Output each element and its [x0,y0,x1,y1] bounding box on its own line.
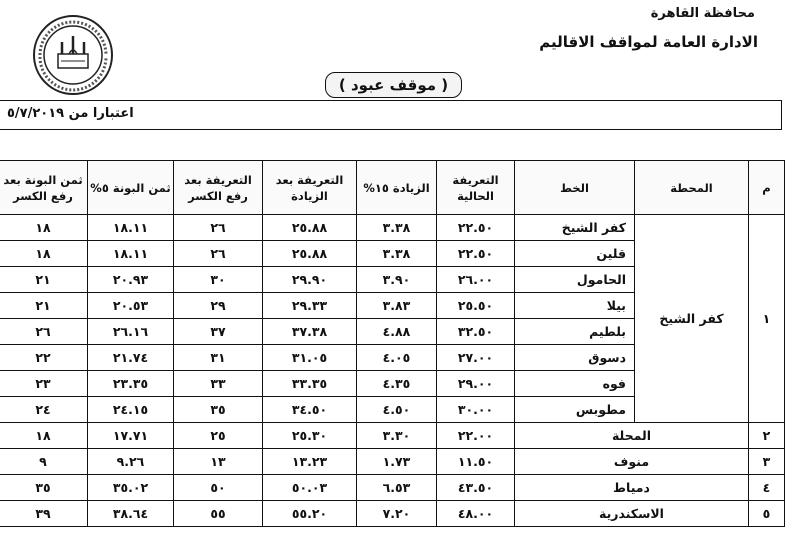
table-row [0,501,785,527]
coupon-rounded-cell: ٢٢ [0,345,88,371]
line-cell: كفر الشيخ [515,215,635,241]
fare-after-increase-cell: ٢٥.٨٨ [263,215,357,241]
increase-cell: ٤.٠٥ [357,345,437,371]
rounded-fare-cell: ١٣ [174,449,263,475]
coupon-rounded-cell: ٢٤ [0,397,88,423]
coupon-price-cell: ٣٥.٠٢ [88,475,174,501]
column-header: ثمن البونة بعد رفع الكسر [0,161,88,215]
coupon-rounded-cell: ١٨ [0,241,88,267]
current-fare-cell: ٢٧.٠٠ [437,345,515,371]
line-cell: المحلة [515,423,749,449]
coupon-rounded-cell: ٢١ [0,267,88,293]
column-header: التعريفة بعد رفع الكسر [174,161,263,215]
fare-after-increase-cell: ٢٩.٣٣ [263,293,357,319]
line-cell: قلين [515,241,635,267]
increase-cell: ٣.٣٨ [357,215,437,241]
line-cell: مطوبس [515,397,635,423]
row-number-cell: ٣ [749,449,785,475]
coupon-price-cell: ٢٦.١٦ [88,319,174,345]
rounded-fare-cell: ٣١ [174,345,263,371]
line-cell: الحامول [515,267,635,293]
coupon-price-cell: ٢١.٧٤ [88,345,174,371]
increase-cell: ٧.٢٠ [357,501,437,527]
effective-date-label: اعتبارا من ٥/٧/٢٠١٩ [7,106,134,121]
coupon-rounded-cell: ٣٩ [0,501,88,527]
fare-after-increase-cell: ٥٥.٢٠ [263,501,357,527]
governorate-heading: محافظة القاهرة [650,6,755,21]
increase-cell: ٤.٣٥ [357,371,437,397]
column-header: المحطة [635,161,749,215]
column-header: التعريفة بعد الزيادة [263,161,357,215]
coupon-rounded-cell: ١٨ [0,215,88,241]
coupon-price-cell: ٢٤.١٥ [88,397,174,423]
table-row [0,215,785,241]
row-number-cell: ٢ [749,423,785,449]
coupon-rounded-cell: ٢١ [0,293,88,319]
rounded-fare-cell: ٥٠ [174,475,263,501]
rounded-fare-cell: ٣٧ [174,319,263,345]
column-header: الخط [515,161,635,215]
fare-table [0,160,785,527]
rounded-fare-cell: ٢٦ [174,215,263,241]
rounded-fare-cell: ٥٥ [174,501,263,527]
station-cell: كفر الشيخ [635,215,749,423]
rounded-fare-cell: ٣٥ [174,397,263,423]
rounded-fare-cell: ٣٠ [174,267,263,293]
current-fare-cell: ٢٢.٠٠ [437,423,515,449]
current-fare-cell: ٢٦.٠٠ [437,267,515,293]
line-cell: فوه [515,371,635,397]
fare-after-increase-cell: ٢٩.٩٠ [263,267,357,293]
increase-cell: ١.٧٣ [357,449,437,475]
row-number-cell: ٥ [749,501,785,527]
increase-cell: ٤.٥٠ [357,397,437,423]
increase-cell: ٤.٨٨ [357,319,437,345]
fare-after-increase-cell: ٣١.٠٥ [263,345,357,371]
column-header: التعريفة الحالية [437,161,515,215]
coupon-rounded-cell: ١٨ [0,423,88,449]
increase-cell: ٣.٩٠ [357,267,437,293]
row-number-cell: ١ [749,215,785,423]
increase-cell: ٣.٨٣ [357,293,437,319]
line-cell: بيلا [515,293,635,319]
line-cell: الاسكندرية [515,501,749,527]
column-header: الزيادة ١٥% [357,161,437,215]
current-fare-cell: ٢٢.٥٠ [437,241,515,267]
coupon-rounded-cell: ٢٣ [0,371,88,397]
fare-after-increase-cell: ٣٤.٥٠ [263,397,357,423]
fare-after-increase-cell: ٣٧.٣٨ [263,319,357,345]
current-fare-cell: ٢٩.٠٠ [437,371,515,397]
rounded-fare-cell: ٢٩ [174,293,263,319]
coupon-rounded-cell: ٢٦ [0,319,88,345]
column-header: م [749,161,785,215]
coupon-rounded-cell: ٩ [0,449,88,475]
table-header-row [0,161,785,215]
current-fare-cell: ٣٠.٠٠ [437,397,515,423]
department-heading: الادارة العامة لمواقف الاقاليم [539,33,758,51]
coupon-price-cell: ٣٨.٦٤ [88,501,174,527]
coupon-price-cell: ٢٠.٩٣ [88,267,174,293]
rounded-fare-cell: ٢٥ [174,423,263,449]
coupon-price-cell: ١٨.١١ [88,215,174,241]
current-fare-cell: ٤٨.٠٠ [437,501,515,527]
coupon-price-cell: ١٧.٧١ [88,423,174,449]
row-number-cell: ٤ [749,475,785,501]
current-fare-cell: ٤٣.٥٠ [437,475,515,501]
column-header: ثمن البونة ٥% [88,161,174,215]
coupon-rounded-cell: ٣٥ [0,475,88,501]
current-fare-cell: ٣٢.٥٠ [437,319,515,345]
coupon-price-cell: ٩.٢٦ [88,449,174,475]
line-cell: منوف [515,449,749,475]
increase-cell: ٣.٣٠ [357,423,437,449]
line-cell: دسوق [515,345,635,371]
cairo-governorate-seal-icon [32,14,114,96]
coupon-price-cell: ١٨.١١ [88,241,174,267]
effective-date-box [0,100,782,130]
current-fare-cell: ٢٥.٥٠ [437,293,515,319]
table-row [0,475,785,501]
increase-cell: ٦.٥٣ [357,475,437,501]
increase-cell: ٣.٣٨ [357,241,437,267]
table-row [0,449,785,475]
coupon-price-cell: ٢٣.٣٥ [88,371,174,397]
fare-after-increase-cell: ١٣.٢٣ [263,449,357,475]
rounded-fare-cell: ٣٣ [174,371,263,397]
table-row [0,423,785,449]
fare-after-increase-cell: ٢٥.٨٨ [263,241,357,267]
current-fare-cell: ١١.٥٠ [437,449,515,475]
fare-after-increase-cell: ٣٣.٣٥ [263,371,357,397]
current-fare-cell: ٢٢.٥٠ [437,215,515,241]
fare-after-increase-cell: ٥٠.٠٣ [263,475,357,501]
station-title: ( موقف عبود ) [325,72,462,98]
rounded-fare-cell: ٢٦ [174,241,263,267]
fare-after-increase-cell: ٢٥.٣٠ [263,423,357,449]
line-cell: دمياط [515,475,749,501]
line-cell: بلطيم [515,319,635,345]
coupon-price-cell: ٢٠.٥٣ [88,293,174,319]
